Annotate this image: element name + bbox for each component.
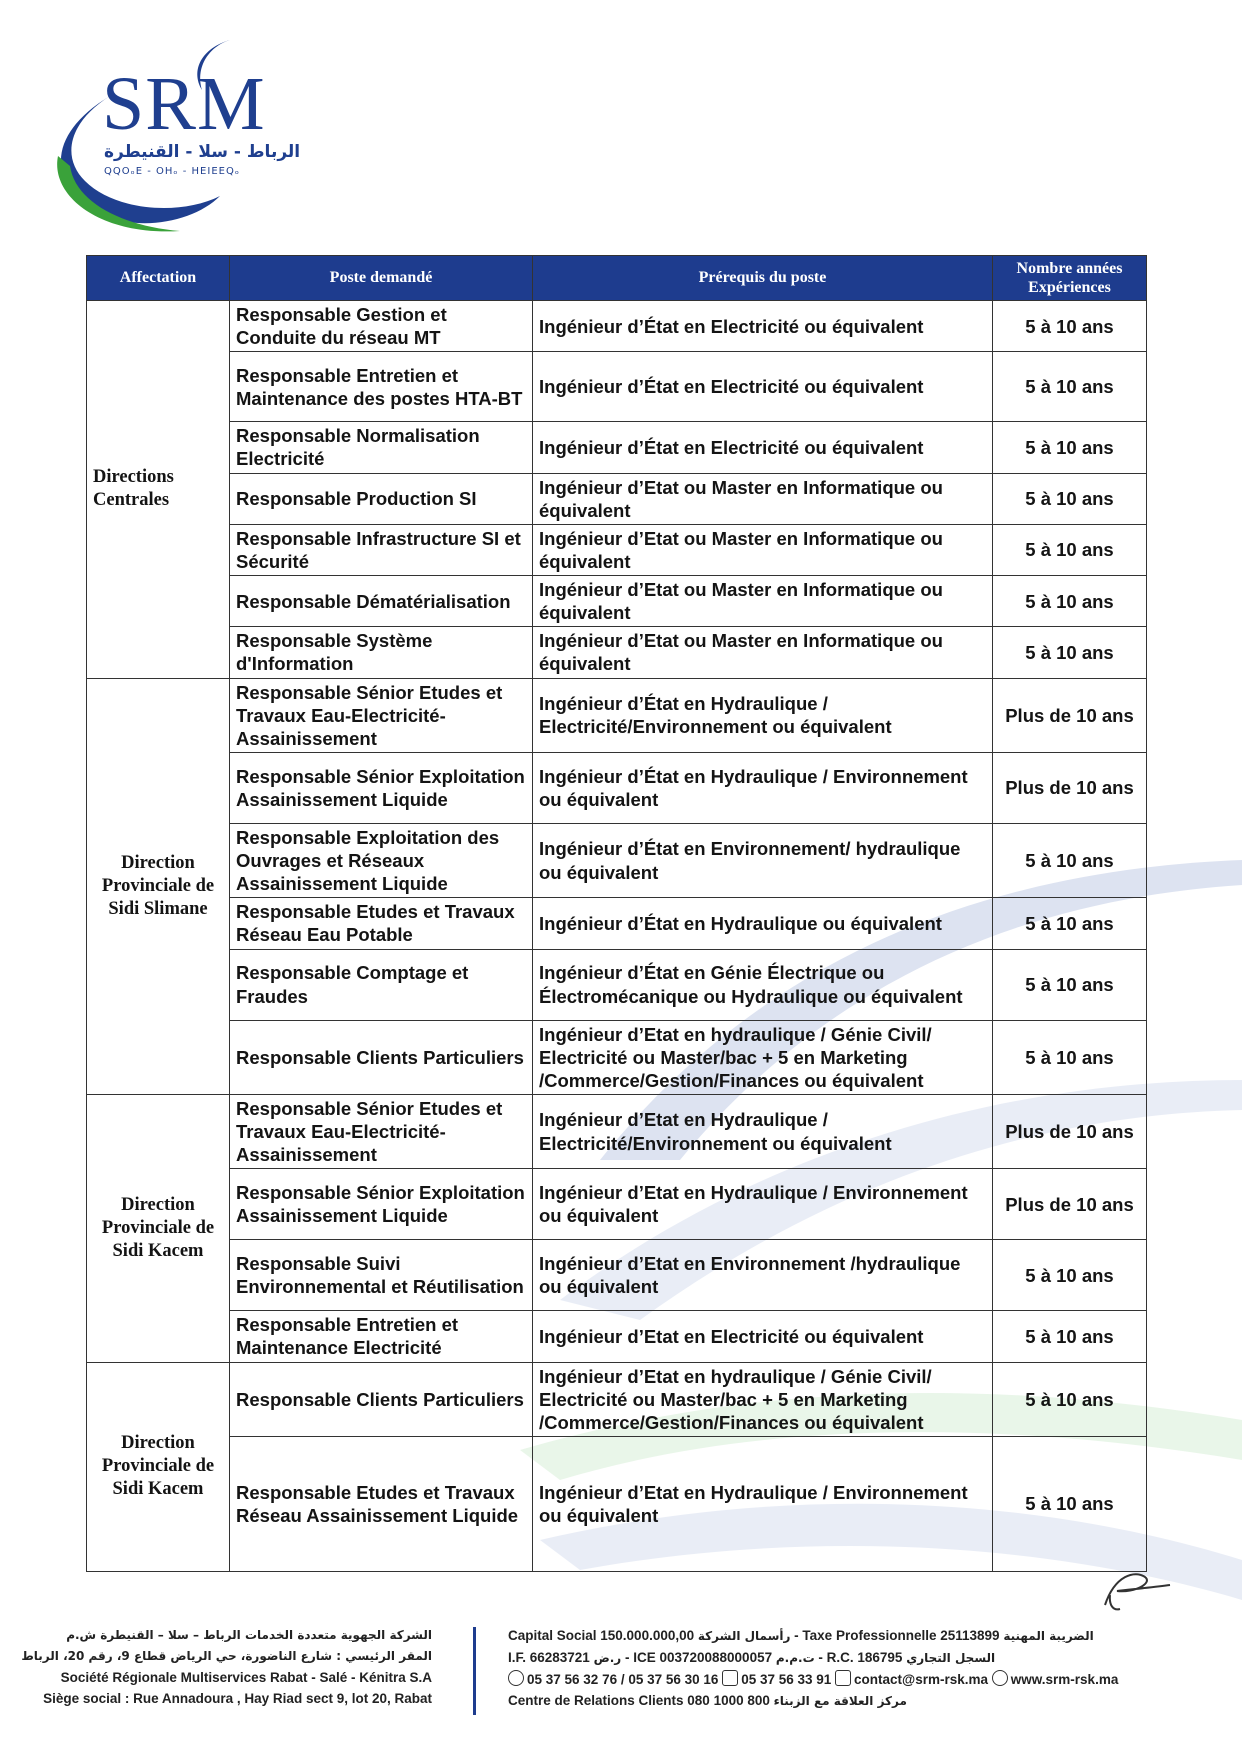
footer-phones: 05 37 56 32 76 / 05 37 56 30 16 [527, 1672, 719, 1687]
table-row [87, 1094, 1147, 1168]
page-footer [0, 1625, 1242, 1735]
header-prerequis: Prérequis du poste [533, 256, 993, 301]
footer-legal-info [508, 1625, 1118, 1712]
table-row [87, 752, 1147, 823]
poste-cell: Responsable Système d'Information [230, 627, 533, 678]
experience-cell: 5 à 10 ans [993, 473, 1147, 524]
poste-cell: Responsable Etudes et Travaux Réseau Assainissement Liquide [230, 1436, 533, 1571]
experience-cell: 5 à 10 ans [993, 352, 1147, 422]
table-row [87, 422, 1147, 473]
footer-email[interactable]: contact@srm-rsk.ma [854, 1672, 989, 1687]
table-row [87, 1240, 1147, 1311]
footer-rc-ar: السجل التجاري [906, 1651, 996, 1665]
srm-logo [40, 36, 300, 236]
footer-tp: - Taxe Professionnelle 25113899 [794, 1628, 1000, 1643]
experience-cell: 5 à 10 ans [993, 301, 1147, 352]
poste-cell: Responsable Exploitation des Ouvrages et Réseaux Assainissement Liquide [230, 823, 533, 897]
poste-cell: Responsable Etudes et Travaux Réseau Eau Potable [230, 898, 533, 949]
table-row [87, 473, 1147, 524]
footer-capital: Capital Social 150.000.000,00 [508, 1628, 695, 1643]
footer-divider [473, 1627, 476, 1715]
prerequis-cell: Ingénieur d’Etat en Hydraulique / Electricité/Environnement ou équivalent [533, 1094, 993, 1168]
experience-cell: 5 à 10 ans [993, 1362, 1147, 1436]
prerequis-cell: Ingénieur d’Etat ou Master en Informatique ou équivalent [533, 627, 993, 678]
prerequis-cell: Ingénieur d’Etat ou Master en Informatique ou équivalent [533, 473, 993, 524]
phone-icon [508, 1670, 524, 1686]
table-row [87, 898, 1147, 949]
table-row [87, 627, 1147, 678]
poste-cell: Responsable Entretien et Maintenance des postes HTA-BT [230, 352, 533, 422]
prerequis-cell: Ingénieur d’Etat ou Master en Informatique ou équivalent [533, 524, 993, 575]
poste-cell: Responsable Entretien et Maintenance Electricité [230, 1311, 533, 1362]
prerequis-cell: Ingénieur d’Etat ou Master en Informatique ou équivalent [533, 576, 993, 627]
prerequis-cell: Ingénieur d’État en Génie Électrique ou Électromécanique ou Hydraulique ou équivalent [533, 949, 993, 1020]
experience-cell: 5 à 10 ans [993, 422, 1147, 473]
prerequis-cell: Ingénieur d’État en Electricité ou équivalent [533, 422, 993, 473]
footer-line-contact [508, 1669, 1118, 1690]
table-row [87, 949, 1147, 1020]
poste-cell: Responsable Sénior Exploitation Assainissement Liquide [230, 1169, 533, 1240]
table-row [87, 524, 1147, 575]
poste-cell: Responsable Sénior Etudes et Travaux Eau-Electricité-Assainissement [230, 678, 533, 752]
header-experience: Nombre années Expériences [993, 256, 1147, 301]
table-row [87, 352, 1147, 422]
experience-cell: Plus de 10 ans [993, 1094, 1147, 1168]
fax-icon [722, 1670, 738, 1686]
experience-cell: Plus de 10 ans [993, 1169, 1147, 1240]
footer-fax: 05 37 56 33 91 [741, 1672, 832, 1687]
poste-cell: Responsable Gestion et Conduite du réseau MT [230, 301, 533, 352]
prerequis-cell: Ingénieur d’Etat en Hydraulique / Environnement ou équivalent [533, 1436, 993, 1571]
prerequis-cell: Ingénieur d’État en Environnement/ hydraulique ou équivalent [533, 823, 993, 897]
footer-line-ids [508, 1647, 1118, 1669]
poste-cell: Responsable Sénior Exploitation Assainissement Liquide [230, 752, 533, 823]
affectation-cell: Direction Provinciale de Sidi Kacem [87, 1362, 230, 1571]
experience-cell: 5 à 10 ans [993, 823, 1147, 897]
table-header-row [87, 256, 1147, 301]
footer-company-ar: الشركة الجهوية متعددة الخدمات الرباط – سلا – القنيطرة ش.م [66, 1628, 432, 1642]
table-row [87, 1436, 1147, 1571]
poste-cell: Responsable Clients Particuliers [230, 1020, 533, 1094]
prerequis-cell: Ingénieur d’Etat en Electricité ou équivalent [533, 1311, 993, 1362]
footer-center-ar: مركز العلاقة مع الزبناء [773, 1694, 907, 1708]
footer-company-info [21, 1625, 432, 1709]
table-row [87, 576, 1147, 627]
logo-wordmark: SRM [102, 62, 266, 146]
footer-company-fr: Société Régionale Multiservices Rabat - Salé - Kénitra S.A [60, 1670, 432, 1685]
footer-capital-ar: رأسمال الشركة [697, 1629, 791, 1643]
affectation-cell: Direction Provinciale de Sidi Kacem [87, 1094, 230, 1362]
experience-cell: 5 à 10 ans [993, 1240, 1147, 1311]
table-row [87, 1311, 1147, 1362]
footer-ice: - ICE 003720088000057 [624, 1650, 773, 1665]
prerequis-cell: Ingénieur d’État en Hydraulique / Electricité/Environnement ou équivalent [533, 678, 993, 752]
experience-cell: 5 à 10 ans [993, 1311, 1147, 1362]
experience-cell: 5 à 10 ans [993, 898, 1147, 949]
footer-line-center [508, 1690, 1118, 1712]
poste-cell: Responsable Dématérialisation [230, 576, 533, 627]
job-offers-table [86, 255, 1147, 1572]
footer-address-fr: Siège social : Rue Annadoura , Hay Riad sect 9, lot 20, Rabat [43, 1691, 432, 1706]
poste-cell: Responsable Sénior Etudes et Travaux Eau-Electricité-Assainissement [230, 1094, 533, 1168]
experience-cell: 5 à 10 ans [993, 1436, 1147, 1571]
signature-icon [1095, 1565, 1175, 1615]
footer-web[interactable]: www.srm-rsk.ma [1010, 1672, 1119, 1687]
poste-cell: Responsable Suivi Environnemental et Réutilisation [230, 1240, 533, 1311]
table-row [87, 823, 1147, 897]
footer-ice-ar: ت.م.م [775, 1651, 815, 1665]
footer-if-ar: ر.ض [593, 1651, 622, 1665]
logo-latin-cities: QQOₒE - OHₒ - HEIEEQₒ [104, 166, 240, 177]
prerequis-cell: Ingénieur d’Etat en hydraulique / Génie Civil/ Electricité ou Master/bac + 5 en Marketing /Commerce/Gestion/Finances ou équivalent [533, 1362, 993, 1436]
header-poste: Poste demandé [230, 256, 533, 301]
prerequis-cell: Ingénieur d’Etat en Hydraulique / Environnement ou équivalent [533, 1169, 993, 1240]
footer-tp-ar: الضريبة المهنية [1003, 1629, 1094, 1643]
header-affectation: Affectation [87, 256, 230, 301]
experience-cell: 5 à 10 ans [993, 949, 1147, 1020]
experience-cell: Plus de 10 ans [993, 678, 1147, 752]
footer-address-ar: المقر الرئيسي : شارع الناضورة، حي الرياض قطاع 9، رقم 20، الرباط [21, 1649, 432, 1663]
prerequis-cell: Ingénieur d’État en Hydraulique / Environnement ou équivalent [533, 752, 993, 823]
footer-center: Centre de Relations Clients 080 1000 800 [508, 1693, 770, 1708]
poste-cell: Responsable Comptage et Fraudes [230, 949, 533, 1020]
prerequis-cell: Ingénieur d’Etat en hydraulique / Génie Civil/ Electricité ou Master/bac + 5 en Marketing /Commerce/Gestion/Finances ou équivalent [533, 1020, 993, 1094]
experience-cell: 5 à 10 ans [993, 576, 1147, 627]
poste-cell: Responsable Normalisation Electricité [230, 422, 533, 473]
prerequis-cell: Ingénieur d’État en Electricité ou équivalent [533, 301, 993, 352]
globe-icon [992, 1670, 1008, 1686]
poste-cell: Responsable Clients Particuliers [230, 1362, 533, 1436]
table-row [87, 1169, 1147, 1240]
experience-cell: 5 à 10 ans [993, 627, 1147, 678]
footer-rc: - R.C. 186795 [818, 1650, 903, 1665]
footer-if: I.F. 66283721 [508, 1650, 590, 1665]
affectation-cell: Directions Centrales [87, 301, 230, 679]
table-row [87, 1020, 1147, 1094]
logo-arabic-cities: الرباط - سلا - القنيطرة [104, 142, 301, 162]
footer-line-capital [508, 1625, 1118, 1647]
poste-cell: Responsable Infrastructure SI et Sécurité [230, 524, 533, 575]
poste-cell: Responsable Production SI [230, 473, 533, 524]
prerequis-cell: Ingénieur d’État en Electricité ou équivalent [533, 352, 993, 422]
experience-cell: Plus de 10 ans [993, 752, 1147, 823]
email-icon [835, 1670, 851, 1686]
experience-cell: 5 à 10 ans [993, 1020, 1147, 1094]
affectation-cell: Direction Provinciale de Sidi Slimane [87, 678, 230, 1094]
prerequis-cell: Ingénieur d’État en Hydraulique ou équivalent [533, 898, 993, 949]
table-row [87, 301, 1147, 352]
table-row [87, 1362, 1147, 1436]
experience-cell: 5 à 10 ans [993, 524, 1147, 575]
table-row [87, 678, 1147, 752]
prerequis-cell: Ingénieur d’Etat en Environnement /hydraulique ou équivalent [533, 1240, 993, 1311]
